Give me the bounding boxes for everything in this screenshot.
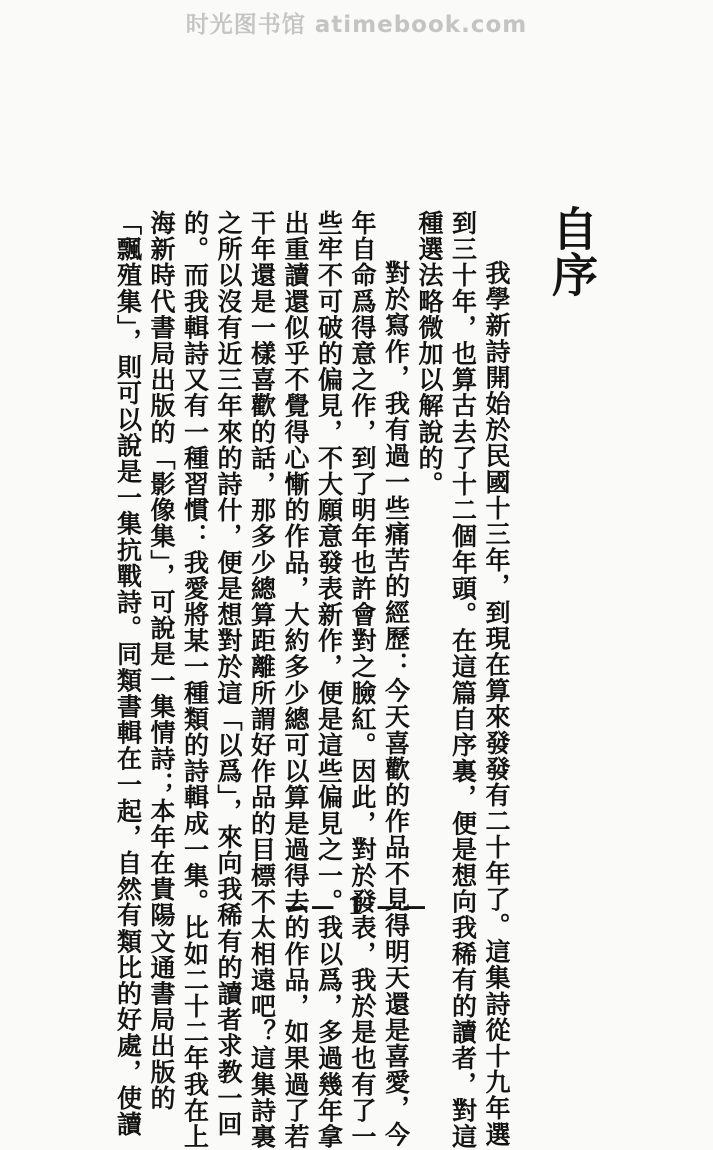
preface-body bbox=[111, 210, 513, 1150]
text-column: 海新時代書局出版的「影像集」，可說是一集情詩；本年在貴陽文通書局出版的 bbox=[147, 210, 176, 1111]
watermark-text: 时光图书馆 atimebook.com bbox=[185, 12, 528, 38]
text-column: 出重讀還似乎不覺得心慚的作品，大約多少總可以算是過得去的作品，如果過了若 bbox=[281, 210, 310, 1150]
text-column: 之所以沒有近三年來的詩什，便是想對於這「以爲」，來向我稀有的讀者求教一回 bbox=[214, 210, 243, 1138]
text-column: 種選法略微加以解說的。 bbox=[415, 210, 444, 498]
text-column: 我學新詩開始於民國十三年，到現在算來發發有二十年了。這集詩從十九年選 bbox=[482, 260, 511, 1148]
text-column: 的。而我輯詩又有一種習慣：我愛將某一種類的詩輯成一集。比如二十二年我在上 bbox=[180, 210, 210, 1150]
text-column: 干年還是一樣喜歡的話，那多少總算距離所謂好作品的目標不太相遠吧？這集詩裏 bbox=[247, 210, 277, 1150]
text-column: 對於寫作，我有過一些痛苦的經歷：今天喜歡的作品不見得明天還是喜愛，今 bbox=[381, 260, 411, 1148]
text-column: 些牢不可破的偏見，不大願意發表新作，便是這些偏見之一。我以爲，多過幾年拿 bbox=[314, 210, 344, 1150]
page-title: 自序 bbox=[545, 205, 599, 297]
text-column: 「飄殖集」，則可以說是一集抗戰詩。同類書輯在一起，自然有類比的好處，使讀 bbox=[113, 210, 143, 1138]
page-number: —— 1 —— bbox=[284, 891, 429, 920]
text-column: 年自命爲得意之作，到了明年也許會對之臉紅。因此，對於發表，我於是也有了一 bbox=[348, 210, 377, 1150]
text-column: 到三十年，也算古去了十二個年頭。在這篇自序裏，便是想向我稀有的讀者，對這 bbox=[448, 210, 478, 1150]
